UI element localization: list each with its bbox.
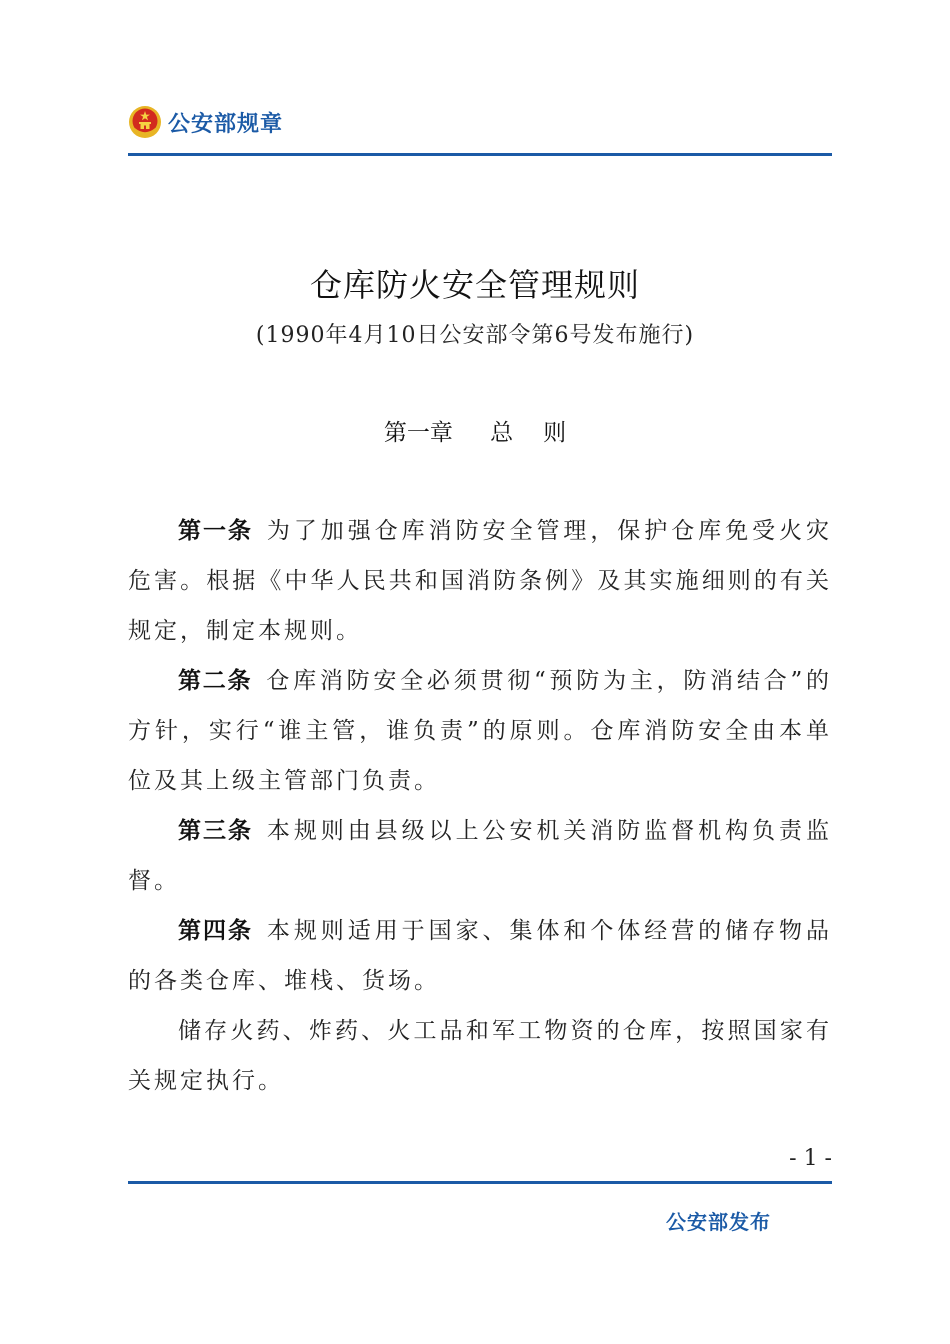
article-number: 第三条	[178, 818, 253, 844]
article-text: 本规则由县级以上公安机关消防监督机构负责监督。	[128, 818, 833, 894]
document-subtitle: (1990年4月10日公安部令第6号发布施行)	[255, 323, 695, 348]
article-paragraph	[128, 906, 832, 1006]
article-number: 第四条	[178, 918, 253, 944]
page-number: - 1 -	[789, 1146, 832, 1171]
chapter-name-part2: 则	[543, 420, 567, 446]
footer-publisher: 公安部发布	[666, 1210, 771, 1234]
continuation-paragraph	[128, 1006, 832, 1106]
article-number: 第二条	[178, 668, 253, 694]
chapter-label: 第一章	[383, 420, 453, 446]
article-text: 本规则适用于国家、集体和个体经营的储存物品的各类仓库、堆栈、货场。	[128, 918, 833, 994]
chapter-name-part1: 总	[490, 420, 514, 446]
paragraph-text: 储存火药、炸药、火工品和军工物资的仓库，按照国家有关规定执行。	[128, 1018, 832, 1094]
article-number: 第一条	[178, 518, 253, 544]
national-emblem-icon	[128, 105, 162, 139]
article-text: 为了加强仓库消防安全管理，保护仓库免受火灾危害。根据《中华人民共和国消防条例》及其实施细则的有关规定，制定本规则。	[128, 518, 833, 644]
document-body	[128, 506, 832, 1106]
document-title: 仓库防火安全管理规则	[309, 266, 640, 304]
article-paragraph	[128, 656, 832, 806]
header-title: 公安部规章	[168, 111, 284, 137]
page-header	[128, 100, 283, 144]
footer-divider	[128, 1181, 832, 1184]
article-paragraph	[128, 806, 832, 906]
article-paragraph	[128, 506, 832, 656]
article-text: 仓库消防安全必须贯彻“预防为主，防消结合”的方针，实行“谁主管，谁负责”的原则。仓库消防安全由本单位及其上级主管部门负责。	[128, 668, 832, 794]
header-divider	[128, 153, 832, 156]
chapter-heading	[0, 414, 950, 447]
